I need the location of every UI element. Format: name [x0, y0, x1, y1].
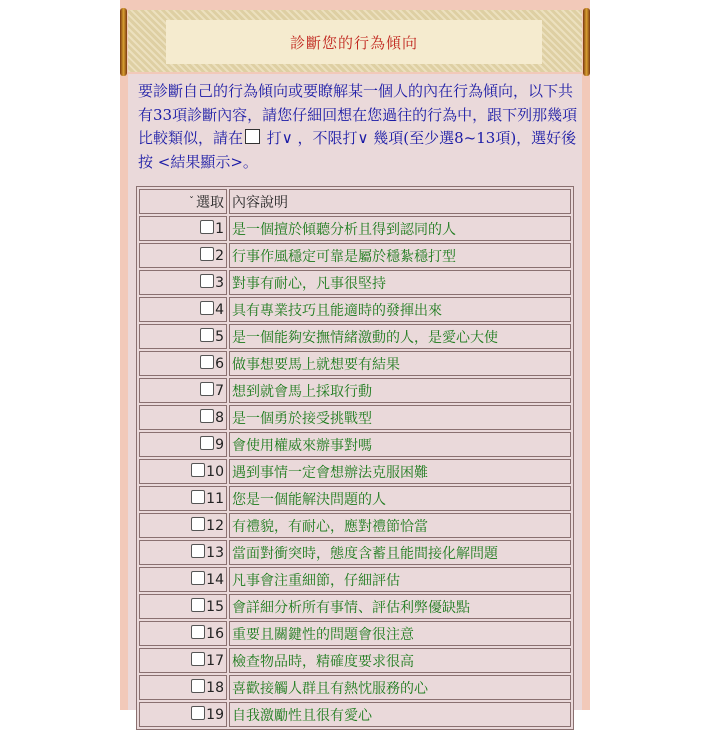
table-row: [139, 513, 571, 538]
header-select-label: 選取: [196, 194, 224, 211]
scroll-rod-left: [120, 8, 127, 76]
table-row: [139, 216, 571, 241]
item-number: 17: [206, 653, 224, 669]
table-row: [139, 432, 571, 457]
item-checkbox[interactable]: [200, 274, 214, 288]
item-checkbox[interactable]: [191, 706, 205, 720]
item-description: 是一個擅於傾聽分析且得到認同的人: [229, 216, 571, 241]
select-cell: [139, 270, 227, 295]
header-desc: 內容說明: [229, 189, 571, 214]
table-row: [139, 540, 571, 565]
item-number: 18: [206, 680, 224, 696]
item-description: 重要且關鍵性的問題會很注意: [229, 621, 571, 646]
item-number: 9: [215, 437, 224, 453]
item-number: 4: [215, 302, 224, 318]
item-checkbox[interactable]: [200, 409, 214, 423]
select-cell: [139, 513, 227, 538]
table-row: [139, 324, 571, 349]
item-number: 10: [206, 464, 224, 480]
table-row: [139, 270, 571, 295]
table-row: [139, 351, 571, 376]
item-description: 檢查物品時，精確度要求很高: [229, 648, 571, 673]
scroll-rod-right: [583, 8, 590, 76]
item-description: 具有專業技巧且能適時的發揮出來: [229, 297, 571, 322]
item-checkbox[interactable]: [191, 598, 205, 612]
item-number: 5: [215, 329, 224, 345]
item-description: 您是一個能解決問題的人: [229, 486, 571, 511]
item-checkbox[interactable]: [191, 517, 205, 531]
item-checkbox[interactable]: [200, 328, 214, 342]
item-number: 7: [215, 383, 224, 399]
scroll-frame: [120, 0, 590, 724]
item-description: 對事有耐心，凡事很堅持: [229, 270, 571, 295]
item-number: 2: [215, 248, 224, 264]
item-checkbox[interactable]: [191, 544, 205, 558]
table-row: [139, 648, 571, 673]
item-checkbox[interactable]: [191, 463, 205, 477]
item-description: 遇到事情一定會想辦法克服困難: [229, 459, 571, 484]
item-number: 16: [206, 626, 224, 642]
sort-caret-icon: ˇ: [189, 195, 194, 207]
item-description: 凡事會注重細節，仔細評估: [229, 567, 571, 592]
item-number: 12: [206, 518, 224, 534]
item-number: 1: [215, 221, 224, 237]
item-checkbox[interactable]: [200, 355, 214, 369]
item-number: 14: [206, 572, 224, 588]
select-cell: [139, 621, 227, 646]
table-header: [139, 189, 571, 214]
item-checkbox[interactable]: [200, 301, 214, 315]
content-area: [128, 74, 582, 724]
item-number: 8: [215, 410, 224, 426]
item-checkbox[interactable]: [200, 436, 214, 450]
select-cell: [139, 351, 227, 376]
item-checkbox[interactable]: [200, 220, 214, 234]
table-row: [139, 486, 571, 511]
item-description: 想到就會馬上採取行動: [229, 378, 571, 403]
intro-part2: 打∨ ，不限打∨ 幾項(至少選8~13項)，選好後按 <結果顯示>。: [138, 129, 577, 171]
table-row: [139, 405, 571, 430]
select-cell: [139, 567, 227, 592]
select-cell: [139, 486, 227, 511]
item-description: 喜歡接觸人群且有熱忱服務的心: [229, 675, 571, 700]
item-number: 19: [206, 707, 224, 723]
checkbox-sample-icon: [245, 129, 260, 144]
table-row: [139, 621, 571, 646]
select-cell: [139, 297, 227, 322]
table-row: [139, 702, 571, 727]
select-cell: [139, 378, 227, 403]
select-cell: [139, 216, 227, 241]
item-description: 當面對衝突時，態度含蓄且能間接化解問題: [229, 540, 571, 565]
item-description: 會詳細分析所有事情、評估利弊優缺點: [229, 594, 571, 619]
item-description: 行事作風穩定可靠是屬於穩紮穩打型: [229, 243, 571, 268]
item-description: 有禮貌，有耐心，應對禮節恰當: [229, 513, 571, 538]
select-cell: [139, 432, 227, 457]
table-row: [139, 459, 571, 484]
select-cell: [139, 405, 227, 430]
table-row: [139, 243, 571, 268]
page-title: 診斷您的行為傾向: [289, 33, 418, 52]
table-row: [139, 297, 571, 322]
item-description: 是一個能夠安撫情緒激動的人，是愛心大使: [229, 324, 571, 349]
select-cell: [139, 459, 227, 484]
item-number: 6: [215, 356, 224, 372]
table-row: [139, 378, 571, 403]
item-description: 做事想要馬上就想要有結果: [229, 351, 571, 376]
item-description: 會使用權威來辦事對嗎: [229, 432, 571, 457]
item-number: 3: [215, 275, 224, 291]
title-box: [166, 20, 542, 64]
table-row: [139, 675, 571, 700]
select-cell: [139, 594, 227, 619]
diagnosis-table: [136, 186, 574, 730]
select-cell: [139, 540, 227, 565]
select-cell: [139, 648, 227, 673]
table-row: [139, 594, 571, 619]
item-checkbox[interactable]: [191, 652, 205, 666]
item-checkbox[interactable]: [200, 247, 214, 261]
item-description: 自我激勵性且很有愛心: [229, 702, 571, 727]
item-description: 是一個勇於接受挑戰型: [229, 405, 571, 430]
header-select: [139, 189, 227, 214]
intro-part1: 要診斷自己的行為傾向或要瞭解某一個人的內在行為傾向，以下共有33項診斷內容，請您仔細回想在您過往的行為中，跟下列那幾項比較類似，請在: [138, 82, 578, 147]
table-row: [139, 567, 571, 592]
item-number: 11: [206, 491, 224, 507]
select-cell: [139, 324, 227, 349]
item-checkbox[interactable]: [191, 679, 205, 693]
item-checkbox[interactable]: [191, 490, 205, 504]
item-number: 13: [206, 545, 224, 561]
item-checkbox[interactable]: [191, 571, 205, 585]
item-checkbox[interactable]: [191, 625, 205, 639]
item-number: 15: [206, 599, 224, 615]
select-cell: [139, 243, 227, 268]
item-checkbox[interactable]: [200, 382, 214, 396]
select-cell: [139, 702, 227, 727]
select-cell: [139, 675, 227, 700]
intro-text: [138, 80, 578, 174]
